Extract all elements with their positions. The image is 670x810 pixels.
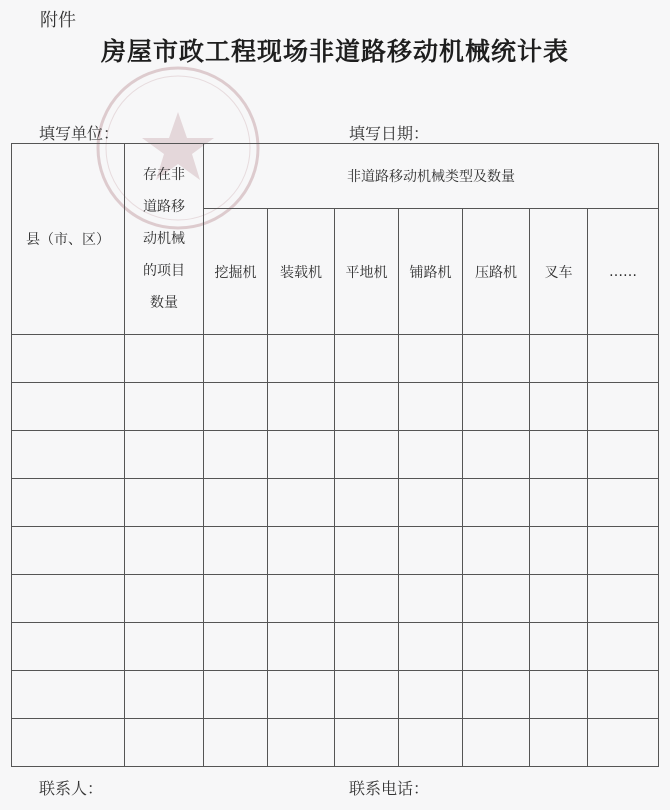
table-cell[interactable] xyxy=(530,671,588,719)
table-cell[interactable] xyxy=(463,335,530,383)
phone-label: 联系电话： xyxy=(349,779,430,798)
table-cell[interactable] xyxy=(335,479,399,527)
table-cell[interactable] xyxy=(463,719,530,767)
table-cell[interactable] xyxy=(12,431,125,479)
table-cell[interactable] xyxy=(204,335,268,383)
table-cell[interactable] xyxy=(125,335,204,383)
table-cell[interactable] xyxy=(399,527,463,575)
table-cell[interactable] xyxy=(204,719,268,767)
table-cell[interactable] xyxy=(530,383,588,431)
table-cell[interactable] xyxy=(12,623,125,671)
table-cell[interactable] xyxy=(588,719,659,767)
table-cell[interactable] xyxy=(399,431,463,479)
table-cell[interactable] xyxy=(12,527,125,575)
table-row xyxy=(12,479,659,527)
table-cell[interactable] xyxy=(204,383,268,431)
project-count-header-line: 的项目 xyxy=(143,263,185,279)
table-cell[interactable] xyxy=(335,527,399,575)
table-cell[interactable] xyxy=(399,479,463,527)
table-cell[interactable] xyxy=(463,431,530,479)
table-cell[interactable] xyxy=(12,575,125,623)
type-header-roller: 压路机 xyxy=(463,209,530,335)
table-cell[interactable] xyxy=(125,431,204,479)
table-cell[interactable] xyxy=(335,719,399,767)
table-cell[interactable] xyxy=(268,575,335,623)
table-cell[interactable] xyxy=(268,623,335,671)
table-cell[interactable] xyxy=(268,671,335,719)
table-cell[interactable] xyxy=(463,479,530,527)
table-row xyxy=(12,383,659,431)
table-cell[interactable] xyxy=(530,431,588,479)
table-cell[interactable] xyxy=(125,575,204,623)
table-cell[interactable] xyxy=(335,575,399,623)
type-header-more: …… xyxy=(588,209,659,335)
table-cell[interactable] xyxy=(463,623,530,671)
machinery-group-header: 非道路移动机械类型及数量 xyxy=(204,144,659,209)
table-cell[interactable] xyxy=(12,671,125,719)
table-row xyxy=(12,527,659,575)
table-cell[interactable] xyxy=(268,335,335,383)
type-header-grader: 平地机 xyxy=(335,209,399,335)
project-count-column-header xyxy=(125,144,204,335)
fill-date-label: 填写日期： xyxy=(349,124,430,143)
table-row xyxy=(12,719,659,767)
table-cell[interactable] xyxy=(399,623,463,671)
table-cell[interactable] xyxy=(125,719,204,767)
table-cell[interactable] xyxy=(204,479,268,527)
table-cell[interactable] xyxy=(268,527,335,575)
table-cell[interactable] xyxy=(463,383,530,431)
table-cell[interactable] xyxy=(588,671,659,719)
table-cell[interactable] xyxy=(268,383,335,431)
table-cell[interactable] xyxy=(530,479,588,527)
fill-unit-label: 填写单位： xyxy=(39,124,120,143)
type-header-excavator: 挖掘机 xyxy=(204,209,268,335)
project-count-header-line: 存在非 xyxy=(143,167,185,183)
table-cell[interactable] xyxy=(335,383,399,431)
table-cell[interactable] xyxy=(335,671,399,719)
table-row xyxy=(12,335,659,383)
table-cell[interactable] xyxy=(335,335,399,383)
table-cell[interactable] xyxy=(463,671,530,719)
table-cell[interactable] xyxy=(125,623,204,671)
table-cell[interactable] xyxy=(530,527,588,575)
table-cell[interactable] xyxy=(399,383,463,431)
table-cell[interactable] xyxy=(588,383,659,431)
project-count-header-line: 数量 xyxy=(150,295,178,311)
table-cell[interactable] xyxy=(125,671,204,719)
table-cell[interactable] xyxy=(204,527,268,575)
table-row xyxy=(12,671,659,719)
table-cell[interactable] xyxy=(125,479,204,527)
type-header-forklift: 叉车 xyxy=(530,209,588,335)
page-title: 房屋市政工程现场非道路移动机械统计表 xyxy=(100,37,569,66)
table-cell[interactable] xyxy=(588,479,659,527)
table-cell[interactable] xyxy=(204,623,268,671)
table-row xyxy=(12,431,659,479)
county-column-header: 县（市、区） xyxy=(12,144,125,335)
table-cell[interactable] xyxy=(204,671,268,719)
table-cell[interactable] xyxy=(12,335,125,383)
table-cell[interactable] xyxy=(399,671,463,719)
table-cell[interactable] xyxy=(125,527,204,575)
table-cell[interactable] xyxy=(530,335,588,383)
table-cell[interactable] xyxy=(588,575,659,623)
table-cell[interactable] xyxy=(530,575,588,623)
table-cell[interactable] xyxy=(335,623,399,671)
machinery-statistics-table xyxy=(11,143,659,767)
table-cell[interactable] xyxy=(268,431,335,479)
table-cell[interactable] xyxy=(12,383,125,431)
table-cell[interactable] xyxy=(335,431,399,479)
table-cell[interactable] xyxy=(399,719,463,767)
table-cell[interactable] xyxy=(268,479,335,527)
table-cell[interactable] xyxy=(530,719,588,767)
table-cell[interactable] xyxy=(463,527,530,575)
table-cell[interactable] xyxy=(399,575,463,623)
table-cell[interactable] xyxy=(530,623,588,671)
table-cell[interactable] xyxy=(268,719,335,767)
table-cell[interactable] xyxy=(588,527,659,575)
attachment-label: 附件 xyxy=(40,10,76,31)
table-cell[interactable] xyxy=(588,335,659,383)
table-row xyxy=(12,575,659,623)
table-cell[interactable] xyxy=(12,719,125,767)
type-header-loader: 装载机 xyxy=(268,209,335,335)
project-count-header-line: 道路移 xyxy=(143,199,185,215)
table-cell[interactable] xyxy=(204,575,268,623)
table-cell[interactable] xyxy=(12,479,125,527)
table-row xyxy=(12,623,659,671)
table-cell[interactable] xyxy=(588,431,659,479)
project-count-header-line: 动机械 xyxy=(143,231,185,247)
table-cell[interactable] xyxy=(588,623,659,671)
table-cell[interactable] xyxy=(125,383,204,431)
contact-label: 联系人： xyxy=(39,779,104,798)
type-header-paver: 铺路机 xyxy=(399,209,463,335)
table-cell[interactable] xyxy=(399,335,463,383)
table-cell[interactable] xyxy=(463,575,530,623)
table-cell[interactable] xyxy=(204,431,268,479)
